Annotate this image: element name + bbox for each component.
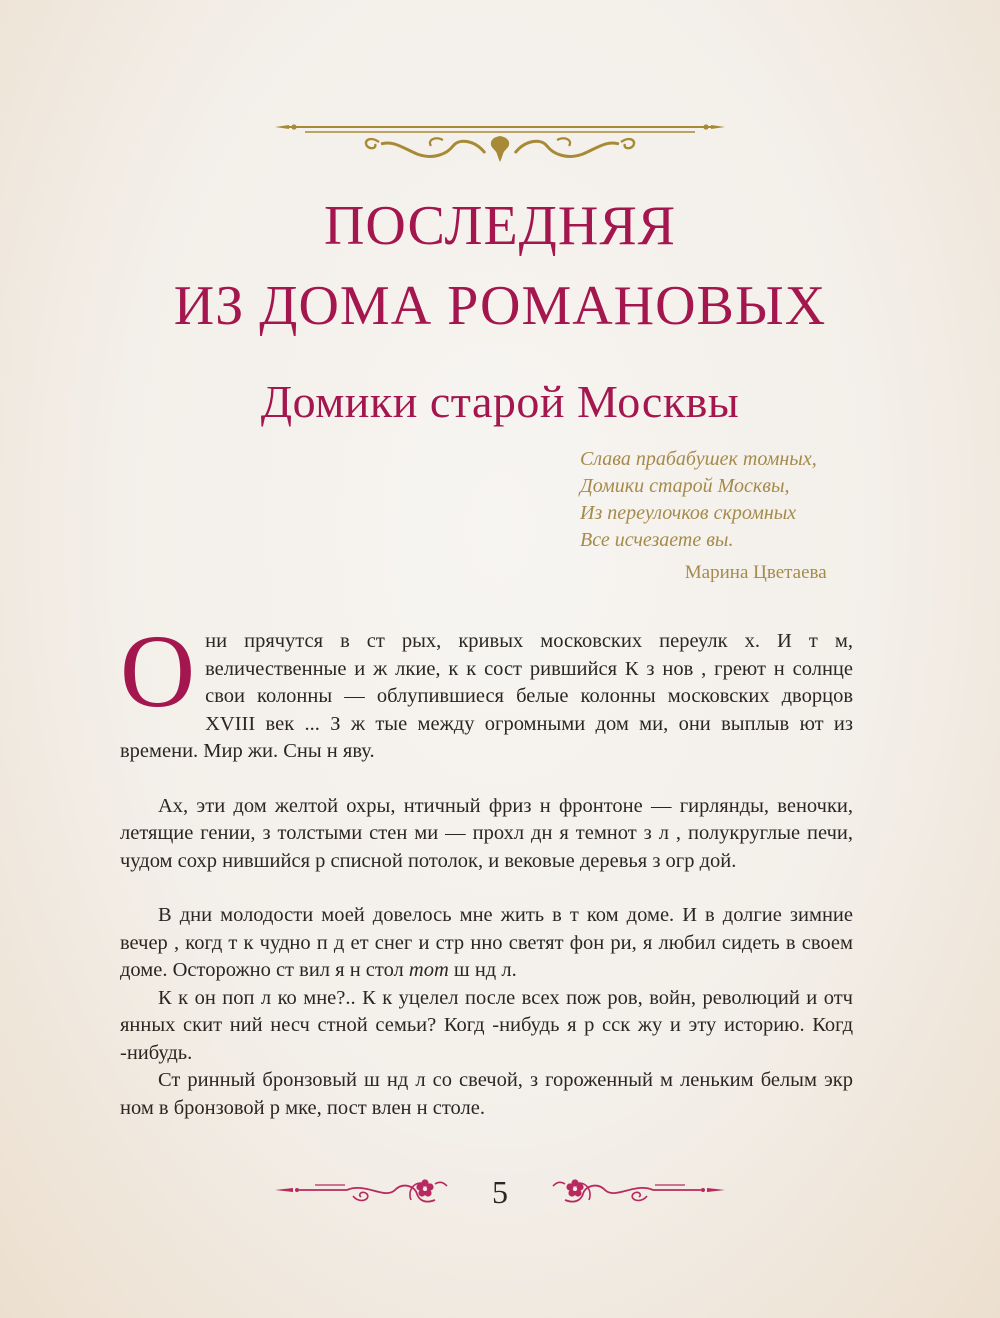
epigraph-line: Все исчезаете вы.	[580, 529, 734, 551]
chapter-title-line-2: ИЗ ДОМА РОМАНОВЫХ	[173, 275, 827, 337]
paragraph-1-text: ни прячутся в ст рых, кривых московских переулк х. И т м, величественные и ж лкие, к к сост рившийся К з нов , греют н солнце свои колонны — облупившиеся белые колонны московских дворцов XVIII век ... З ж тые между огромными дом ми, они выплыв ют из времени. Мир жи. Сны н яву.	[120, 630, 853, 762]
paragraph-3-tail: ш нд л.	[448, 959, 517, 981]
paragraph-3-italic: тот	[408, 959, 449, 981]
paragraph-1	[120, 614, 853, 766]
paragraph-3	[120, 902, 853, 985]
chapter-title-line-1: ПОСЛЕДНЯЯ	[323, 195, 677, 257]
paragraph-3-text: В дни молодости моей довелось мне жить в т ком доме. И в долгие зимние вечер , когд т к чудно п д ет снег и стр нно светят фон ри, я любил сидеть в своем доме. Осторожно ст вил я н стол	[120, 904, 853, 981]
paragraph-4: К к он поп л ко мне?.. К к уцелел после всех пож ров, войн, революций и отч янных скит ний несч стной семьи? Когд -нибудь я р сск жу и эту историю. Когд -нибудь.	[120, 986, 853, 1064]
chapter-title	[0, 186, 1000, 346]
drop-cap: О	[120, 614, 196, 729]
epigraph-line: Слава прабабушек томных,	[580, 448, 817, 470]
epigraph-line: Из переулочков скромных	[580, 502, 797, 524]
epigraph-author: Марина Цветаева	[684, 562, 827, 583]
paragraph-2: Ах, эти дом желтой охры, нтичный фриз н фронтоне — гирлянды, веночки, летящие гении, з толстыми стен ми — прохл дн я темнот з л , полукруглые печи, чудом сохр нившийся р списной потолок, и вековые деревья з огр дой.	[120, 794, 853, 872]
epigraph	[580, 446, 827, 586]
paragraph-5: Ст ринный бронзовый ш нд л со свечой, з гороженный м леньким белым экр ном в бронзовой р мке, пост влен н столе.	[120, 1069, 853, 1119]
page-number: 5	[492, 1174, 508, 1210]
top-ornament-icon	[275, 118, 725, 168]
section-subtitle: Домики старой Москвы	[260, 376, 740, 427]
body-text	[120, 614, 853, 1122]
epigraph-line: Домики старой Москвы,	[580, 475, 790, 497]
